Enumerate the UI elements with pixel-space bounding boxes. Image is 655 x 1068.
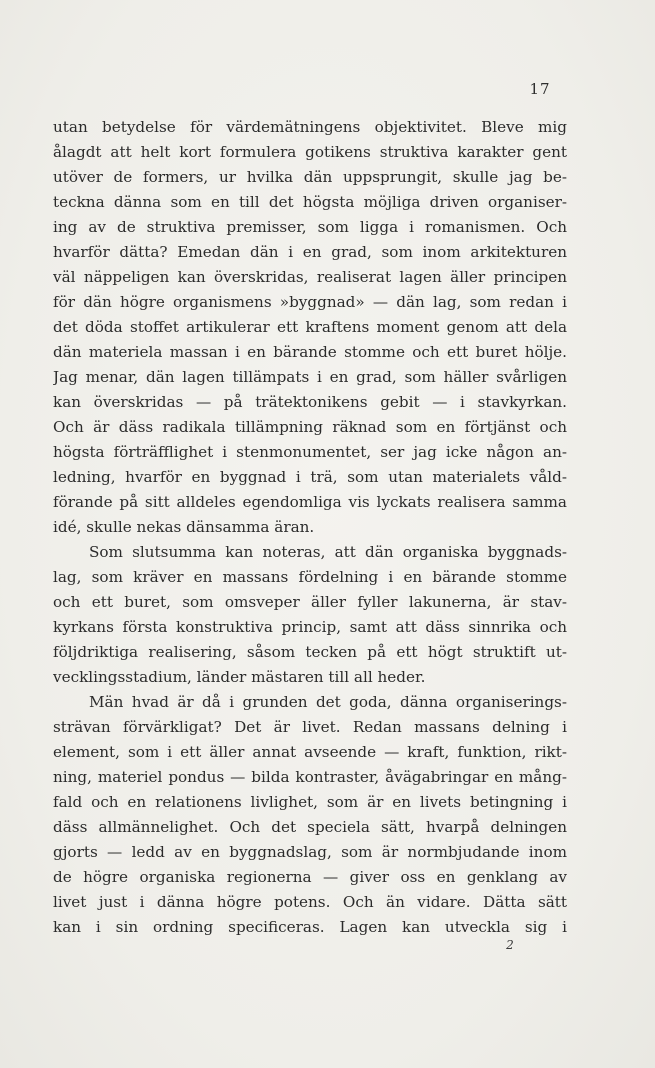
text-line: Som slutsumma kan noteras, att dän organiska byggnads- (89, 543, 567, 561)
text-line: ning, materiel pondus — bilda kontraster, åvägabringar en mång- (53, 768, 567, 786)
text-line: utan betydelse för värdemätningens objektivitet. Bleve mig (53, 118, 567, 136)
text-line: gjorts — ledd av en byggnadslag, som är normbjudande inom (53, 843, 567, 861)
text-line: Jag menar, dän lagen tillämpats i en grad, som häller svårligen (53, 368, 567, 386)
text-line: ålagdt att helt kort formulera gotikens struktiva karakter gent (53, 143, 567, 161)
text-line: Och är däss radikala tillämpning räknad som en förtjänst och (53, 418, 567, 436)
text-line: livet just i dänna högre potens. Och än vidare. Dätta sätt (53, 893, 567, 911)
text-line: ledning, hvarför en byggnad i trä, som utan materialets våld- (53, 468, 567, 486)
text-line: högsta förträfflighet i stenmonumentet, ser jag icke någon an- (53, 443, 567, 461)
text-line: väl näppeligen kan överskridas, realiserat lagen äller principen (53, 268, 567, 286)
text-line: det döda stoffet artikulerar ett kraftens moment genom att dela (53, 318, 567, 336)
text-line: kan överskridas — på trätektonikens gebit — i stavkyrkan. (53, 393, 567, 411)
text-line: kan i sin ordning specificeras. Lagen kan utveckla sig i (53, 918, 567, 936)
text-line: idé, skulle nekas dänsamma äran. (53, 518, 315, 536)
text-line: hvarför dätta? Emedan dän i en grad, som inom arkitekturen (53, 243, 567, 261)
text-line: Män hvad är då i grunden det goda, dänna organiserings- (89, 693, 567, 711)
text-line: förande på sitt alldeles egendomliga vis lyckats realisera samma (53, 493, 567, 511)
text-line: ing av de struktiva premisser, som ligga i romanismen. Och (53, 218, 567, 236)
body-text (53, 115, 567, 940)
text-line: teckna dänna som en till det högsta möjliga driven organiser- (53, 193, 567, 211)
text-line: för dän högre organismens »byggnad» — dän lag, som redan i (53, 293, 567, 311)
text-line: lag, som kräver en massans fördelning i en bärande stomme (53, 568, 567, 586)
text-line: utöver de formers, ur hvilka dän uppsprungit, skulle jag be- (53, 168, 567, 186)
page-number: 17 (529, 80, 551, 98)
text-line: fald och en relationens livlighet, som är en livets betingning i (53, 793, 567, 811)
text-line: strävan förvärkligat? Det är livet. Redan massans delning i (53, 718, 567, 736)
text-line: element, som i ett äller annat avseende — kraft, funktion, rikt- (53, 743, 567, 761)
text-line: och ett buret, som omsveper äller fyller lakunerna, är stav- (53, 593, 567, 611)
text-line: dän materiela massan i en bärande stomme och ett buret hölje. (53, 343, 567, 361)
text-line: de högre organiska regionerna — giver oss en genklang av (53, 868, 567, 886)
text-line: kyrkans första konstruktiva princip, samt att däss sinnrika och (53, 618, 567, 636)
text-line: vecklingsstadium, länder mästaren till all heder. (53, 668, 426, 686)
text-line: följdriktiga realisering, såsom tecken på ett högt struktift ut- (53, 643, 567, 661)
text-line: däss allmännelighet. Och det speciela sätt, hvarpå delningen (53, 818, 567, 836)
signature-mark: 2 (506, 938, 514, 952)
